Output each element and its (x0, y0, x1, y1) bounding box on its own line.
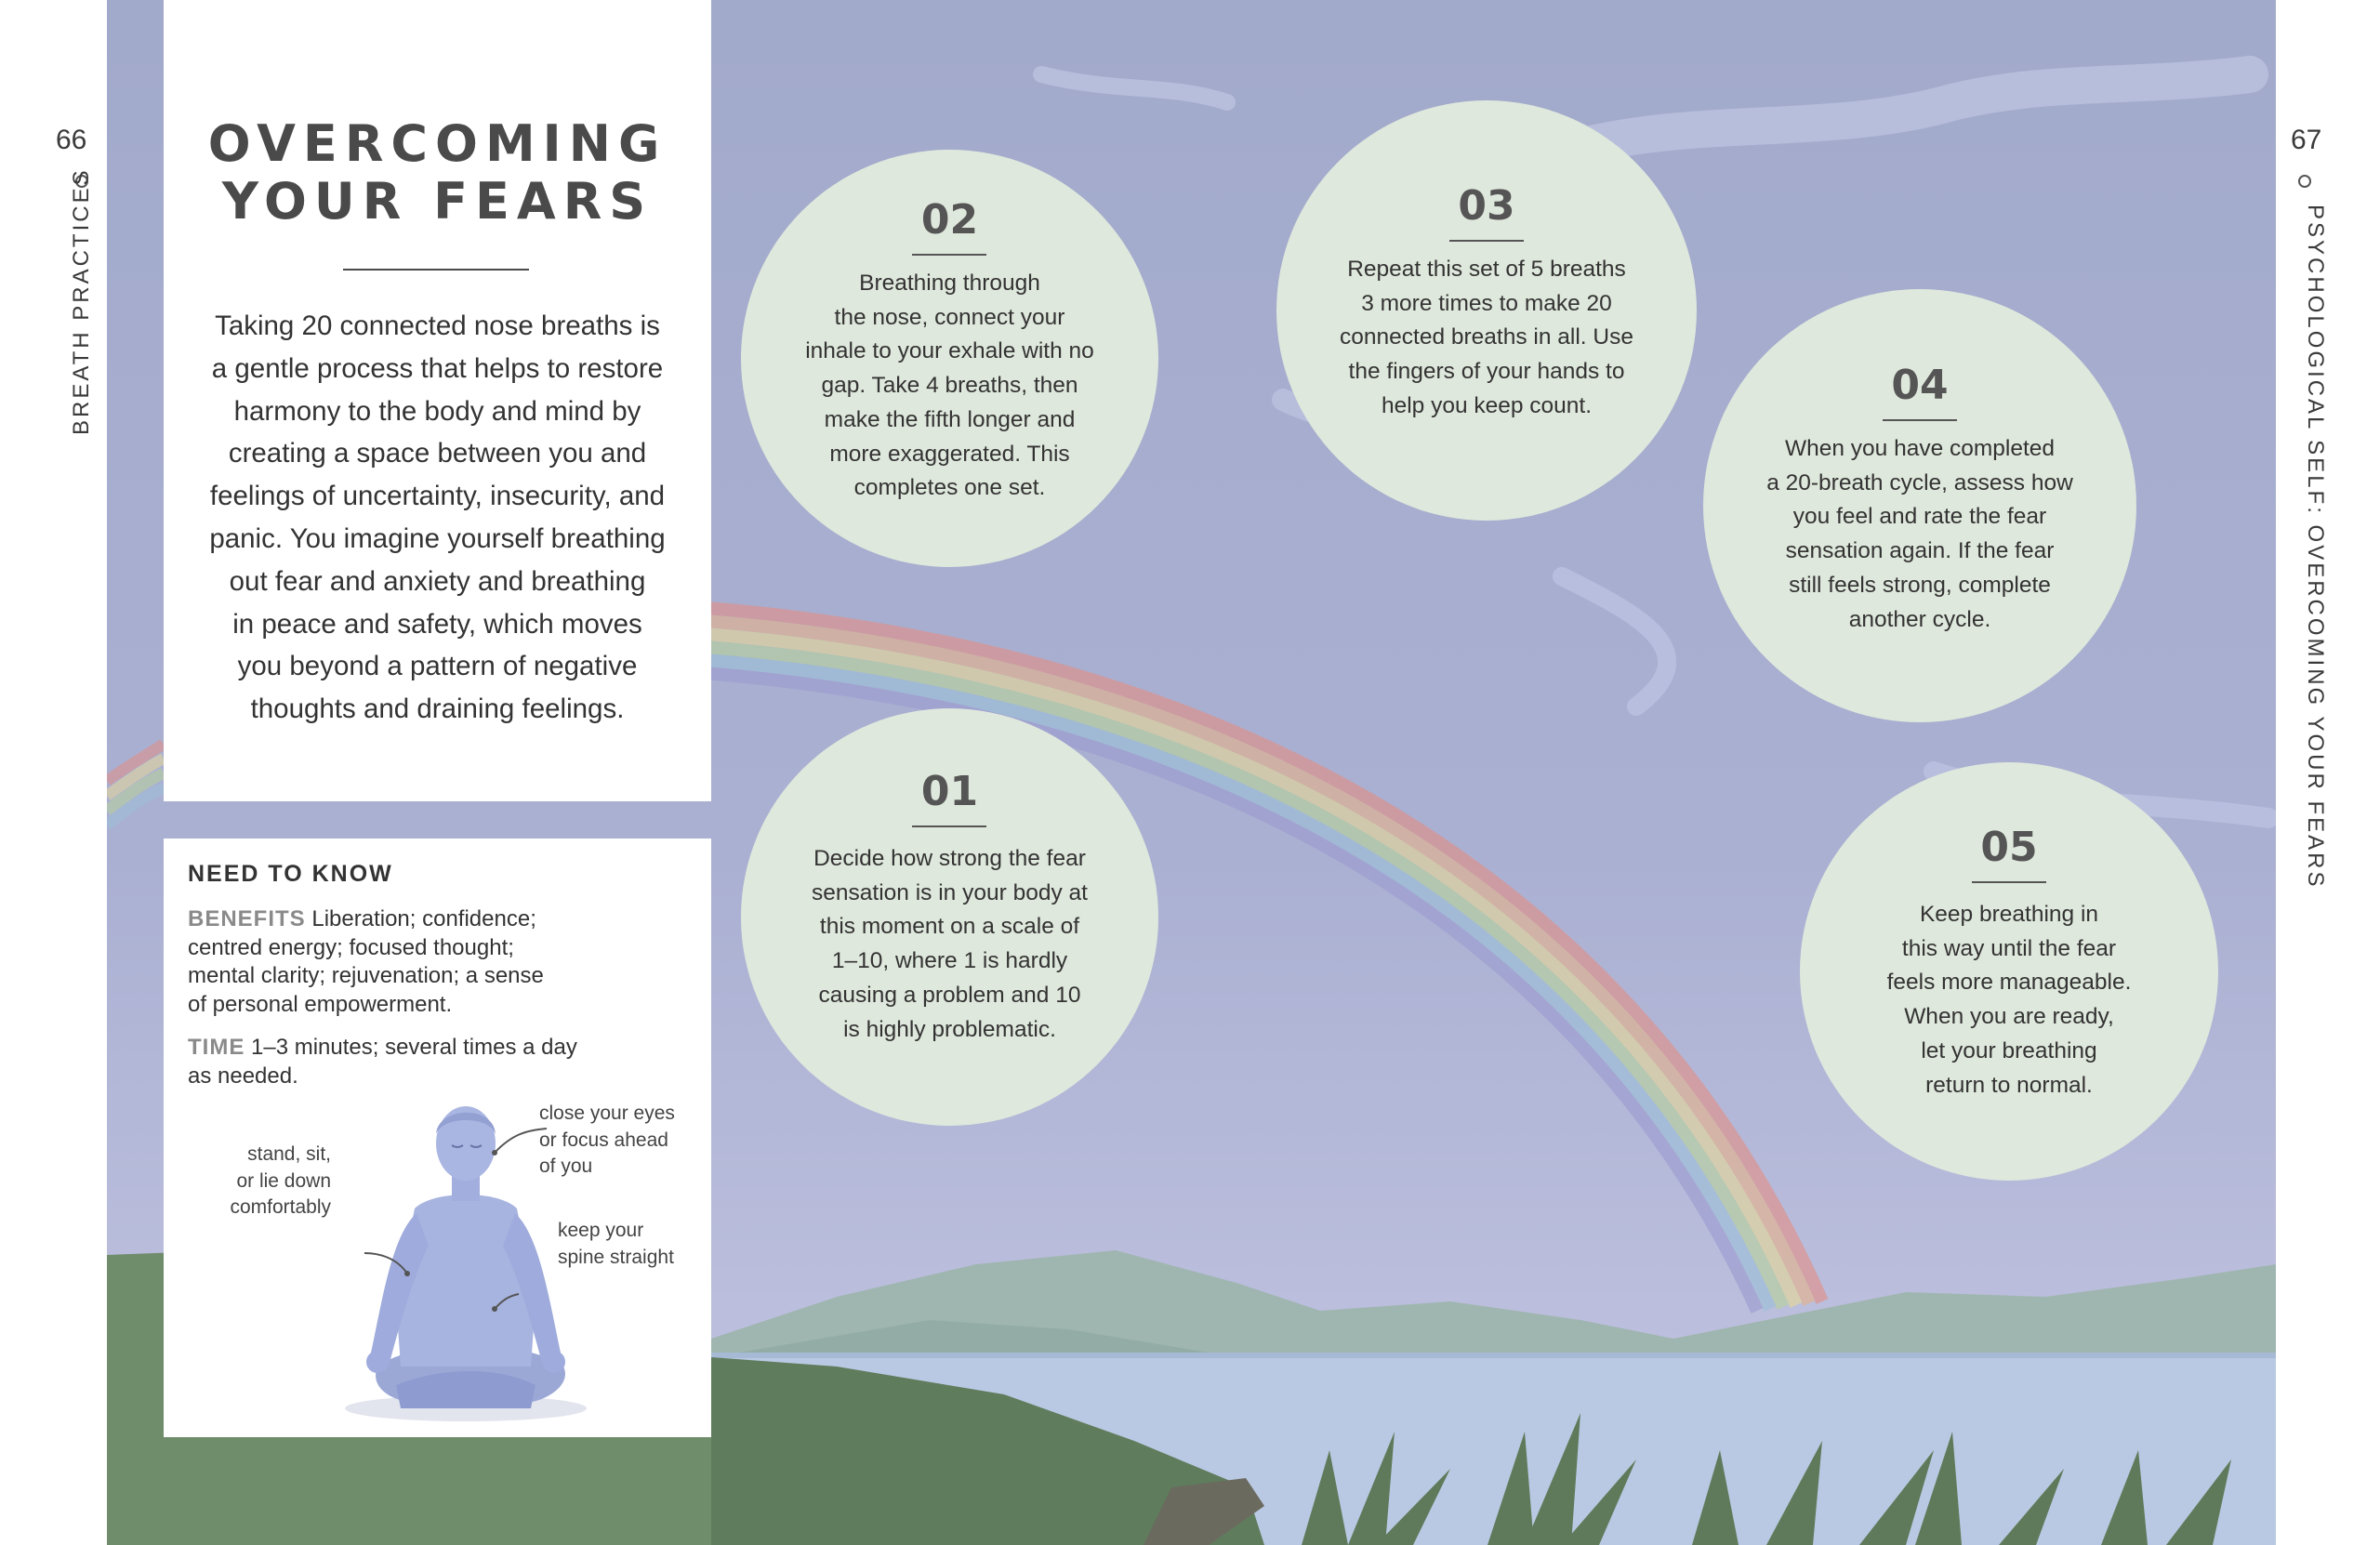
step-line: 3 more times to make 20 (1361, 290, 1612, 316)
title-line-2: YOUR FEARS (221, 172, 654, 231)
step-line: this moment on a scale of (819, 914, 1080, 940)
step-circle-04 (1703, 289, 2136, 722)
intro-line: you beyond a pattern of negative (237, 651, 638, 682)
benefits-text (188, 905, 681, 1019)
intro-line: in peace and safety, which moves (232, 608, 642, 640)
time-text (188, 1034, 681, 1090)
step-line: sensation is in your body at (812, 879, 1088, 905)
step-line: is highly problematic. (843, 1016, 1056, 1042)
step-number: 01 (920, 768, 979, 815)
step-circle-02 (741, 150, 1158, 567)
step-line: Decide how strong the fear (813, 846, 1086, 871)
step-line: another cycle. (1848, 606, 1991, 632)
need-to-know-card (164, 839, 711, 1437)
step-line: Keep breathing in (1919, 902, 2099, 927)
step-divider (1883, 419, 1957, 421)
intro-line: Taking 20 connected nose breaths is (215, 310, 660, 341)
figure-label-line: close your eyes (539, 1103, 675, 1124)
step-text (760, 842, 1140, 1047)
step-text (1818, 898, 2200, 1103)
step-number: 04 (1891, 362, 1949, 409)
figure-label-line: stand, sit, (247, 1143, 331, 1165)
step-divider (912, 254, 986, 256)
step-circle-05 (1800, 762, 2218, 1181)
title-card (164, 0, 711, 801)
intro-paragraph (201, 305, 674, 731)
step-line: more exaggerated. This (829, 441, 1070, 467)
benefits-line: mental clarity; rejuvenation; a sense (188, 963, 544, 988)
step-number: 02 (920, 196, 979, 244)
step-line: make the fifth longer and (824, 406, 1076, 432)
step-circle-01 (741, 708, 1158, 1126)
title-line-1: OVERCOMING (207, 114, 668, 173)
step-line: sensation again. If the fear (1785, 538, 2055, 564)
margin-dot-right (2298, 175, 2311, 188)
step-line: still feels strong, complete (1789, 572, 2051, 598)
step-divider (1449, 240, 1524, 242)
step-circle-03 (1276, 100, 1697, 521)
step-line: causing a problem and 10 (818, 982, 1081, 1008)
step-line: 1–10, where 1 is hardly (831, 948, 1068, 974)
intro-line: a gentle process that helps to restore (211, 352, 664, 384)
section-label-right: PSYCHOLOGICAL SELF: OVERCOMING YOUR FEARS (2303, 205, 2328, 890)
step-line: help you keep count. (1381, 392, 1593, 418)
figure-label-spine (558, 1218, 674, 1271)
step-line: completes one set. (853, 475, 1046, 501)
figure-label-eyes (539, 1101, 675, 1181)
step-line: inhale to your exhale with no (805, 338, 1094, 364)
benefits-line: Liberation; confidence; (311, 906, 536, 931)
page-number-right: 67 (2291, 125, 2322, 155)
figure-label-line: or lie down (236, 1169, 331, 1192)
intro-line: panic. You imagine yourself breathing (209, 522, 666, 554)
step-text (1722, 432, 2118, 637)
time-label: TIME (188, 1035, 245, 1060)
step-line: a 20-breath cycle, assess how (1766, 469, 2073, 495)
step-number: 05 (1980, 824, 2038, 871)
time-line: 1–3 minutes; several times a day (251, 1035, 577, 1060)
section-label-left: BREATH PRACTICES (69, 167, 94, 435)
benefits-line: of personal empowerment. (188, 991, 453, 1017)
benefits-line: centred energy; focused thought; (188, 934, 514, 960)
intro-line: creating a space between you and (228, 438, 647, 469)
step-line: this way until the fear (1901, 935, 2117, 961)
page-number-left: 66 (56, 125, 87, 155)
step-number: 03 (1458, 182, 1515, 230)
step-line: the fingers of your hands to (1348, 359, 1625, 385)
figure-label-line: of you (539, 1155, 593, 1177)
step-line: the nose, connect your (834, 304, 1065, 330)
step-divider (1972, 881, 2046, 883)
step-line: When you have completed (1784, 436, 2056, 461)
intro-line: thoughts and draining feelings. (250, 693, 625, 725)
step-text (760, 267, 1140, 506)
step-line: gap. Take 4 breaths, then (821, 373, 1078, 399)
step-line: feels more manageable. (1886, 970, 2132, 996)
title-divider (343, 269, 529, 271)
step-line: return to normal. (1925, 1072, 2093, 1098)
step-line: you feel and rate the fear (1792, 504, 2047, 530)
figure-label-line: spine straight (558, 1246, 674, 1268)
step-line: connected breaths in all. Use (1340, 324, 1633, 350)
figure-label-line: or focus ahead (539, 1129, 668, 1151)
step-text (1295, 253, 1678, 424)
intro-line: harmony to the body and mind by (233, 395, 641, 427)
need-to-know-heading: NEED TO KNOW (188, 861, 393, 887)
step-divider (912, 825, 986, 827)
step-line: Repeat this set of 5 breaths (1347, 257, 1626, 282)
step-line: Breathing through (859, 271, 1040, 296)
benefits-label: BENEFITS (188, 906, 306, 931)
step-line: When you are ready, (1904, 1004, 2114, 1030)
step-line: let your breathing (1921, 1037, 2097, 1063)
figure-label-line: comfortably (230, 1196, 331, 1218)
figure-label-posture (219, 1142, 331, 1221)
figure-label-line: keep your (558, 1220, 644, 1241)
intro-line: out fear and anxiety and breathing (229, 565, 646, 597)
time-line: as needed. (188, 1063, 298, 1089)
page-title (164, 115, 711, 231)
intro-line: feelings of uncertainty, insecurity, and (209, 481, 666, 512)
